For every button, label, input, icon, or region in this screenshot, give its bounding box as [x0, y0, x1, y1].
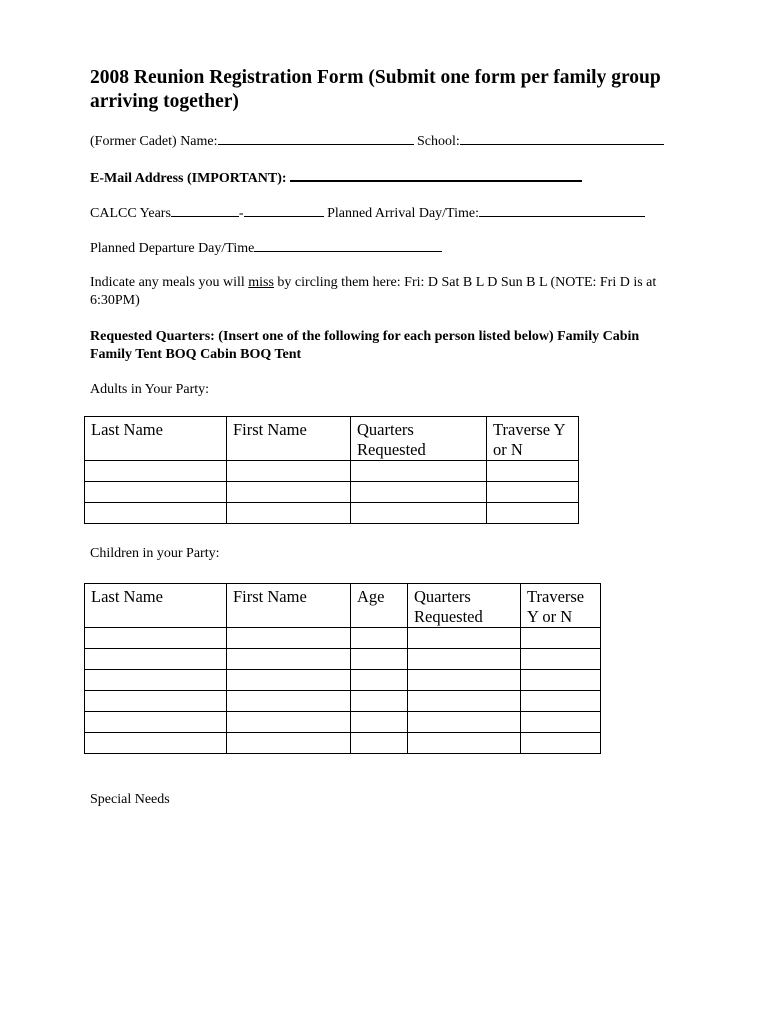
table-cell[interactable] — [227, 733, 351, 754]
children-col-last-name: Last Name — [85, 584, 227, 628]
table-cell[interactable] — [487, 503, 579, 524]
adults-table-header — [85, 417, 579, 461]
table-cell[interactable] — [351, 461, 487, 482]
meals-miss-word: miss — [248, 275, 274, 290]
table-cell[interactable] — [487, 482, 579, 503]
departure-blank[interactable] — [254, 238, 442, 252]
table-cell[interactable] — [85, 733, 227, 754]
calcc-years-end-blank[interactable] — [244, 203, 324, 217]
table-cell[interactable] — [227, 503, 351, 524]
table-cell[interactable] — [408, 628, 521, 649]
email-label: E-Mail Address (IMPORTANT): — [90, 171, 287, 186]
years-separator: - — [238, 206, 244, 221]
table-row — [85, 461, 579, 482]
table-cell[interactable] — [521, 712, 601, 733]
table-cell[interactable] — [227, 461, 351, 482]
table-cell[interactable] — [351, 670, 408, 691]
name-blank[interactable] — [218, 131, 414, 145]
table-cell[interactable] — [227, 670, 351, 691]
calcc-years-start-blank[interactable] — [171, 203, 239, 217]
children-col-quarters: Quarters Requested — [408, 584, 521, 628]
table-cell[interactable] — [521, 628, 601, 649]
table-cell[interactable] — [408, 670, 521, 691]
form-title: 2008 Reunion Registration Form (Submit one form per family group arriving together) — [90, 67, 661, 112]
table-cell[interactable] — [408, 691, 521, 712]
table-row — [85, 482, 579, 503]
adults-label: Adults in Your Party: — [90, 382, 210, 397]
table-cell[interactable] — [85, 461, 227, 482]
table-cell[interactable] — [408, 733, 521, 754]
table-cell[interactable] — [85, 628, 227, 649]
email-blank[interactable] — [290, 167, 582, 182]
children-col-age: Age — [351, 584, 408, 628]
departure-line — [90, 238, 442, 258]
table-cell[interactable] — [521, 733, 601, 754]
children-table — [84, 583, 601, 754]
table-cell[interactable] — [85, 670, 227, 691]
table-cell[interactable] — [227, 649, 351, 670]
school-blank[interactable] — [460, 131, 664, 145]
table-cell[interactable] — [85, 712, 227, 733]
name-school-line — [90, 131, 664, 151]
table-cell[interactable] — [227, 482, 351, 503]
table-cell[interactable] — [85, 649, 227, 670]
table-cell[interactable] — [408, 712, 521, 733]
table-cell[interactable] — [351, 733, 408, 754]
children-col-first-name: First Name — [227, 584, 351, 628]
meals-instruction — [90, 274, 680, 310]
special-needs-label: Special Needs — [90, 792, 170, 807]
arrival-label: Planned Arrival Day/Time: — [327, 206, 479, 221]
meals-text-after: by circling them here: Fri: D Sat B L D Sun B L (NOTE: Fri D is at 6:30PM) — [90, 275, 657, 308]
table-row — [85, 503, 579, 524]
children-col-traverse: Traverse Y or N — [521, 584, 601, 628]
table-cell[interactable] — [521, 670, 601, 691]
table-cell[interactable] — [351, 712, 408, 733]
table-cell[interactable] — [85, 503, 227, 524]
table-cell[interactable] — [521, 649, 601, 670]
table-cell[interactable] — [227, 712, 351, 733]
years-arrival-line — [90, 203, 645, 223]
table-cell[interactable] — [351, 649, 408, 670]
adults-col-traverse: Traverse Y or N — [487, 417, 579, 461]
table-row — [85, 733, 601, 754]
table-row — [85, 691, 601, 712]
school-label: School: — [417, 134, 460, 149]
table-cell[interactable] — [351, 503, 487, 524]
adults-col-first-name: First Name — [227, 417, 351, 461]
email-line — [90, 167, 582, 188]
table-cell[interactable] — [227, 628, 351, 649]
table-row — [85, 712, 601, 733]
table-cell[interactable] — [521, 691, 601, 712]
table-row — [85, 670, 601, 691]
table-cell[interactable] — [487, 461, 579, 482]
table-cell[interactable] — [85, 691, 227, 712]
children-table-header — [85, 584, 601, 628]
calcc-years-label: CALCC Years — [90, 206, 171, 221]
meals-text-before: Indicate any meals you will — [90, 275, 249, 290]
table-cell[interactable] — [85, 482, 227, 503]
adults-table — [84, 416, 579, 524]
children-label: Children in your Party: — [90, 546, 220, 561]
table-cell[interactable] — [227, 691, 351, 712]
table-cell[interactable] — [351, 691, 408, 712]
name-label: (Former Cadet) Name: — [90, 134, 218, 149]
adults-col-quarters: Quarters Requested — [351, 417, 487, 461]
table-row — [85, 628, 601, 649]
adults-col-last-name: Last Name — [85, 417, 227, 461]
table-cell[interactable] — [408, 649, 521, 670]
table-cell[interactable] — [351, 482, 487, 503]
quarters-note: Requested Quarters: (Insert one of the following for each person listed below) Family Cabin Family Tent BOQ Cabin BOQ Tent — [90, 329, 640, 362]
table-row — [85, 649, 601, 670]
departure-label: Planned Departure Day/Time — [90, 241, 255, 256]
arrival-blank[interactable] — [479, 203, 645, 217]
table-cell[interactable] — [351, 628, 408, 649]
